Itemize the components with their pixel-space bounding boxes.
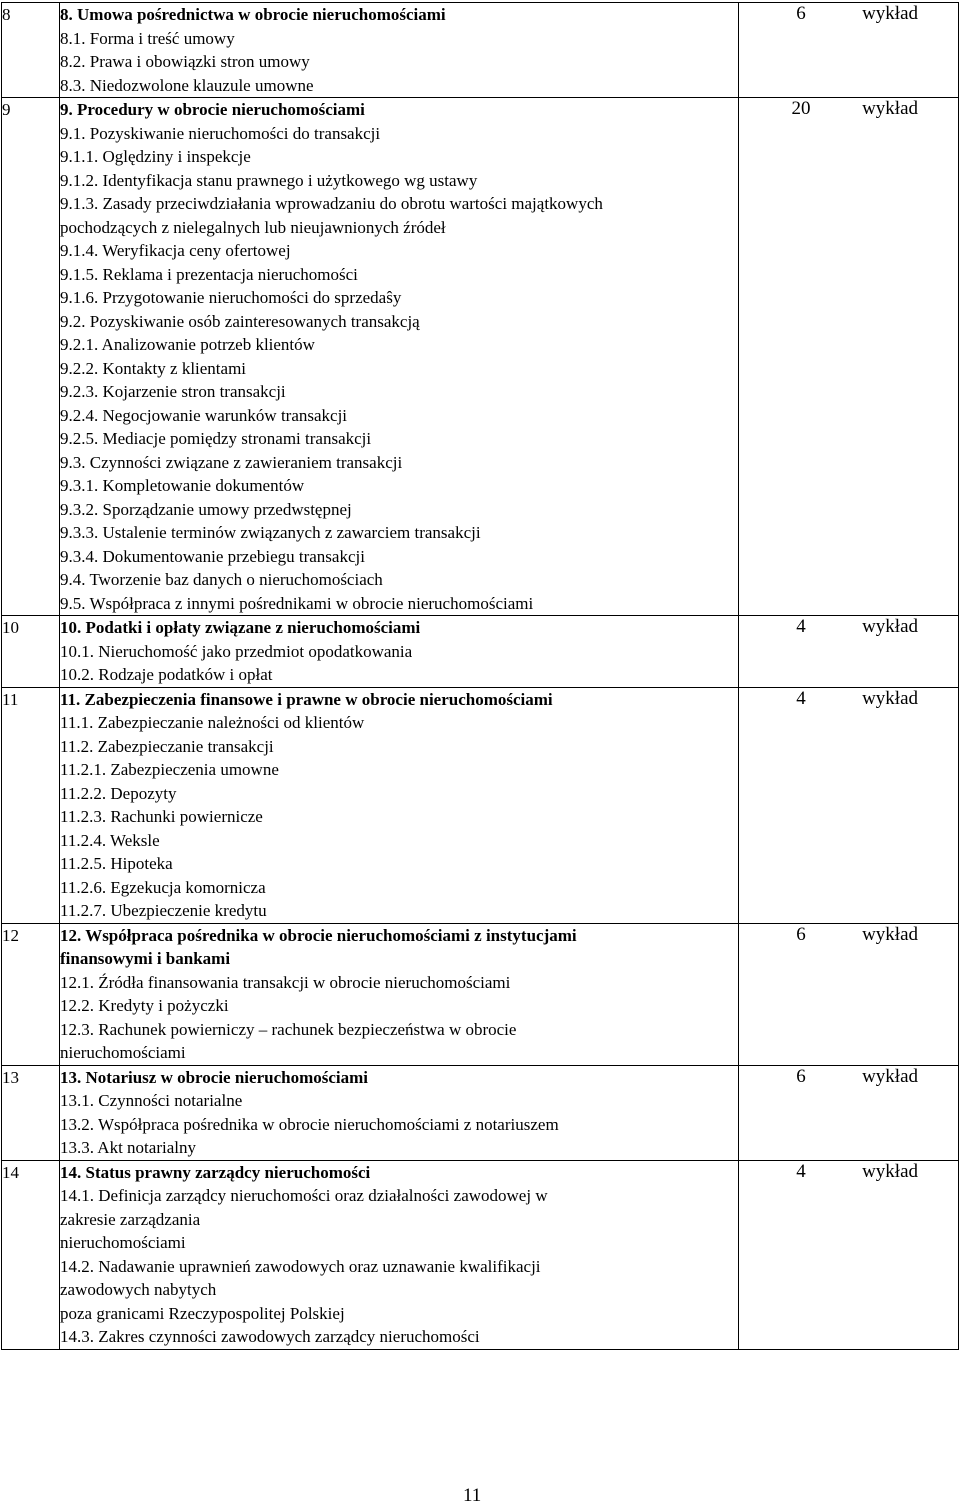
topic-line: poza granicami Rzeczypospolitej Polskiej <box>60 1303 345 1323</box>
class-form: wykład <box>862 1065 918 1087</box>
hours-count: 6 <box>796 3 806 24</box>
topic-line: zawodowych nabytych <box>60 1280 217 1299</box>
topic-line: nieruchomościami <box>60 1043 186 1062</box>
class-form: wykład <box>862 923 918 945</box>
topic-cell <box>60 1065 739 1160</box>
topic-line: 9.1.1. Oględziny i inspekcje <box>60 147 251 166</box>
topic-heading: 8. Umowa pośrednictwa w obrocie nieruchomościami <box>60 5 446 24</box>
hours-count: 6 <box>796 923 806 945</box>
topic-line: 11.2. Zabezpieczanie transakcji <box>60 736 274 756</box>
topic-cell <box>60 923 739 1065</box>
topic-line: 11.2.3. Rachunki powiernicze <box>60 807 263 826</box>
syllabus-row <box>2 98 959 616</box>
topic-line: 8.1. Forma i treść umowy <box>60 28 235 48</box>
topic-line: 9.2.1. Analizowanie potrzeb klientów <box>60 335 315 354</box>
topic-heading: 10. Podatki i opłaty związane z nieruchomościami <box>60 618 421 637</box>
topic-line: 9.4. Tworzenie baz danych o nieruchomościach <box>60 570 383 589</box>
topic-line: 14.3. Zakres czynności zawodowych zarządcy nieruchomości <box>60 1327 480 1346</box>
hours-cell <box>739 1065 959 1160</box>
class-form: wykład <box>862 3 918 24</box>
topic-line: pochodzących z nielegalnych lub nieujawnionych źródeł <box>60 217 446 237</box>
syllabus-row <box>2 923 959 1065</box>
topic-line: 9.1.4. Weryfikacja ceny ofertowej <box>60 241 291 260</box>
topic-heading: 9. Procedury w obrocie nieruchomościami <box>60 100 365 119</box>
hours-cell <box>739 616 959 688</box>
topic-line: 14.2. Nadawanie uprawnień zawodowych oraz uznawanie kwalifikacji <box>60 1256 541 1276</box>
class-form: wykład <box>862 1160 918 1182</box>
topic-line: 8.3. Niedozwolone klauzule umowne <box>60 75 314 95</box>
syllabus-row <box>2 1065 959 1160</box>
class-form: wykład <box>862 616 918 637</box>
topic-line: 12.3. Rachunek powierniczy – rachunek bezpieczeństwa w obrocie <box>60 1019 517 1039</box>
hours-count: 4 <box>796 687 806 709</box>
topic-line: 11.2.5. Hipoteka <box>60 854 173 873</box>
topic-line: 13.3. Akt notarialny <box>60 1138 196 1157</box>
topic-heading: 12. Współpraca pośrednika w obrocie nieruchomościami z instytucjami <box>60 925 577 945</box>
row-number: 10 <box>2 616 60 688</box>
hours-cell <box>739 3 959 98</box>
row-number: 8 <box>2 3 60 98</box>
topic-line: 11.2.1. Zabezpieczenia umowne <box>60 760 279 779</box>
topic-line: 9.2.2. Kontakty z klientami <box>60 358 247 378</box>
topic-line: 9.1.3. Zasady przeciwdziałania wprowadzaniu do obrotu wartości majątkowych <box>60 194 603 213</box>
topic-line: 10.2. Rodzaje podatków i opłat <box>60 665 273 684</box>
hours-count: 4 <box>796 1160 806 1182</box>
hours-cell <box>739 687 959 923</box>
topic-line: 11.2.7. Ubezpieczenie kredytu <box>60 901 267 920</box>
topic-line: 11.2.6. Egzekucja komornicza <box>60 877 266 897</box>
class-form: wykład <box>862 687 918 709</box>
topic-line: 14.1. Definicja zarządcy nieruchomości oraz działalności zawodowej w <box>60 1186 548 1205</box>
hours-cell <box>739 923 959 1065</box>
row-number: 11 <box>2 687 60 923</box>
syllabus-table <box>1 2 959 1350</box>
topic-line: 9.2. Pozyskiwanie osób zainteresowanych transakcją <box>60 311 420 331</box>
topic-line: 12.2. Kredyty i pożyczki <box>60 996 229 1015</box>
topic-line: 11.2.4. Weksle <box>60 830 160 850</box>
topic-line: 9.1.5. Reklama i prezentacja nieruchomości <box>60 264 358 284</box>
topic-line: 9.3. Czynności związane z zawieraniem transakcji <box>60 452 403 472</box>
topic-line: zakresie zarządzania <box>60 1209 201 1229</box>
syllabus-row <box>2 1160 959 1349</box>
topic-cell <box>60 98 739 616</box>
topic-line: 9.2.3. Kojarzenie stron transakcji <box>60 382 286 401</box>
topic-line: 13.1. Czynności notarialne <box>60 1091 243 1110</box>
row-number: 14 <box>2 1160 60 1349</box>
row-number: 9 <box>2 98 60 616</box>
topic-line: 9.2.5. Mediacje pomiędzy stronami transakcji <box>60 429 372 448</box>
topic-line: 9.3.3. Ustalenie terminów związanych z zawarciem transakcji <box>60 523 481 542</box>
topic-line: 9.1. Pozyskiwanie nieruchomości do transakcji <box>60 123 381 143</box>
hours-count: 20 <box>791 98 811 119</box>
topic-line: 10.1. Nieruchomość jako przedmiot opodatkowania <box>60 641 413 661</box>
syllabus-row <box>2 616 959 688</box>
topic-line: 11.2.2. Depozyty <box>60 783 177 803</box>
topic-line: 8.2. Prawa i obowiązki stron umowy <box>60 52 310 71</box>
topic-heading-continued: finansowymi i bankami <box>60 949 231 968</box>
topic-heading: 13. Notariusz w obrocie nieruchomościami <box>60 1067 369 1087</box>
row-number: 13 <box>2 1065 60 1160</box>
topic-line: 9.3.4. Dokumentowanie przebiegu transakcji <box>60 546 365 566</box>
topic-line: 9.3.2. Sporządzanie umowy przedwstępnej <box>60 499 352 519</box>
syllabus-row <box>2 3 959 98</box>
topic-line: 9.3.1. Kompletowanie dokumentów <box>60 476 305 495</box>
hours-count: 6 <box>796 1065 806 1087</box>
topic-line: 13.2. Współpraca pośrednika w obrocie nieruchomościami z notariuszem <box>60 1114 559 1134</box>
topic-cell <box>60 3 739 98</box>
page-number: 11 <box>463 1485 482 1506</box>
class-form: wykład <box>862 98 918 119</box>
hours-cell <box>739 1160 959 1349</box>
topic-line: 11.1. Zabezpieczanie należności od klientów <box>60 713 365 732</box>
topic-line: 12.1. Źródła finansowania transakcji w obrocie nieruchomościami <box>60 972 511 992</box>
topic-line: 9.2.4. Negocjowanie warunków transakcji <box>60 405 348 425</box>
hours-cell <box>739 98 959 616</box>
topic-heading: 14. Status prawny zarządcy nieruchomości <box>60 1162 371 1182</box>
syllabus-row <box>2 687 959 923</box>
syllabus-rows <box>2 3 959 1350</box>
topic-cell <box>60 616 739 688</box>
topic-line: 9.1.6. Przygotowanie nieruchomości do sprzedaŝy <box>60 288 402 307</box>
row-number: 12 <box>2 923 60 1065</box>
topic-cell <box>60 687 739 923</box>
topic-heading: 11. Zabezpieczenia finansowe i prawne w obrocie nieruchomościami <box>60 689 553 709</box>
topic-cell <box>60 1160 739 1349</box>
topic-line: nieruchomościami <box>60 1233 186 1252</box>
topic-line: 9.5. Współpraca z innymi pośrednikami w obrocie nieruchomościami <box>60 593 534 613</box>
hours-count: 4 <box>796 616 806 637</box>
topic-line: 9.1.2. Identyfikacja stanu prawnego i użytkowego wg ustawy <box>60 170 478 190</box>
